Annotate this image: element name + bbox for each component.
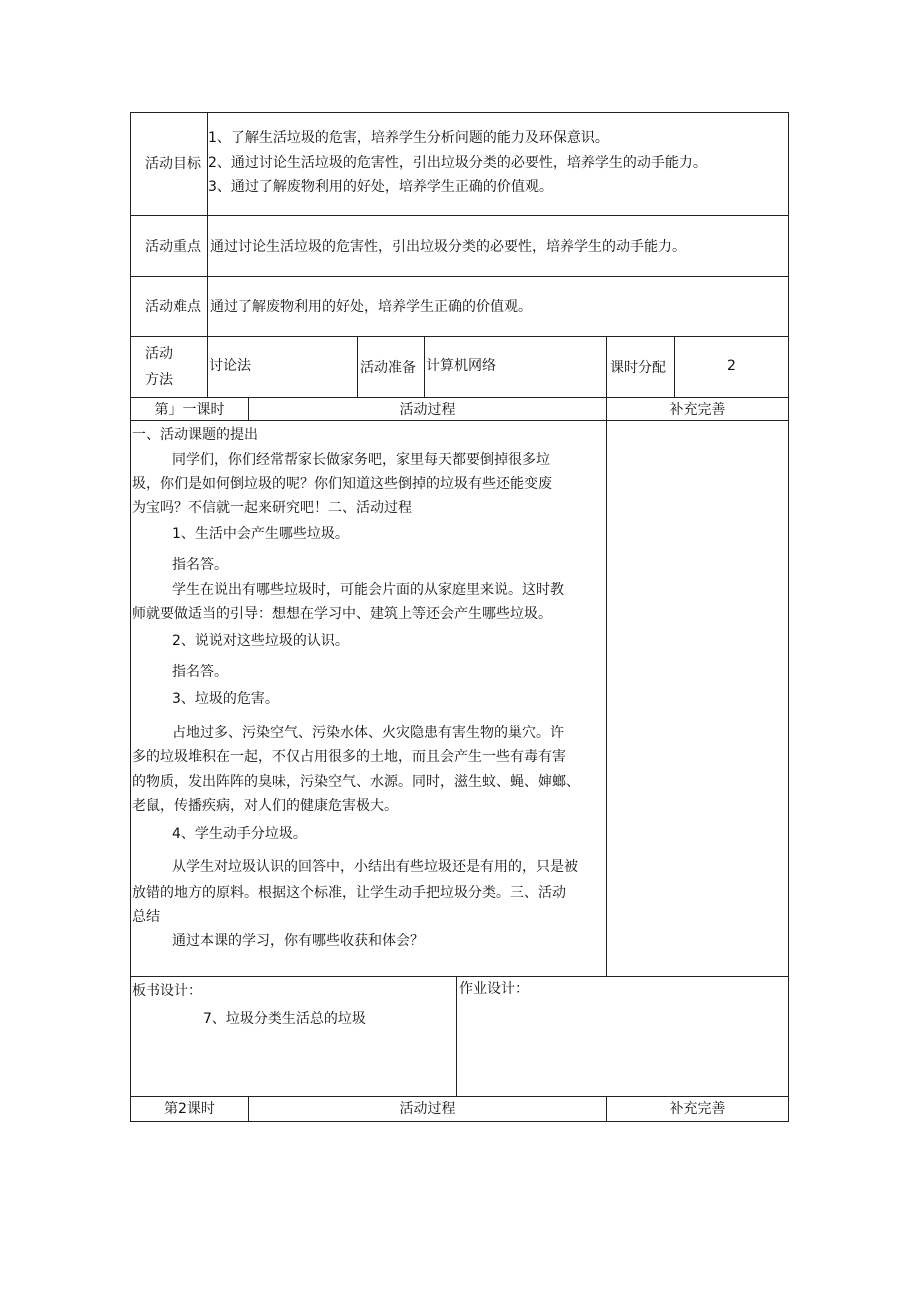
goal-line-3: 3、通过了解废物利用的好处，培养学生正确的价值观。 xyxy=(208,179,553,195)
goal-line-2: 2、通过讨论生活垃圾的危害性，引出垃圾分类的必要性，培养学生的动手能力。 xyxy=(208,155,707,171)
row-line-lesson1-header-bottom xyxy=(130,420,789,421)
content-line: 占地过多、污染空气、污染水体、火灾隐患有害生物的巢穴。许 xyxy=(172,725,564,741)
row-line-focus-bottom xyxy=(130,276,789,277)
hours-value: 2 xyxy=(727,358,736,374)
focus-text: 通过讨论生活垃圾的危害性，引出垃圾分类的必要性，培养学生的动手能力。 xyxy=(210,239,686,255)
table-right-border xyxy=(788,112,789,1122)
method-divider-1 xyxy=(357,336,358,397)
method-divider-3 xyxy=(606,336,607,397)
content-line: 老鼠，传播疾病，对人们的健康危害极大。 xyxy=(132,798,398,814)
hours-label: 课时分配 xyxy=(610,360,666,376)
method-value: 讨论法 xyxy=(209,358,251,374)
content-line: 2、说说对这些垃圾的认识。 xyxy=(172,633,349,649)
content-line: 一、活动课题的提出 xyxy=(132,427,258,443)
lesson2-title: 第2课时 xyxy=(164,1101,215,1117)
content-line: 4、学生动手分垃圾。 xyxy=(172,826,307,842)
content-line: 圾，你们是如何倒垃圾的呢？你们知道这些倒掉的垃圾有些还能变废 xyxy=(132,476,552,492)
content-line: 指名答。 xyxy=(172,557,228,573)
homework-label: 作业设计： xyxy=(459,981,529,997)
lesson1-supplement: 补充完善 xyxy=(669,402,726,418)
content-line: 的物质，发出阵阵的臭味，污染空气、水源。同时，滋生蚊、蝇、婶螂、 xyxy=(132,774,580,790)
difficulty-label: 活动难点 xyxy=(145,299,201,315)
content-line: 通过本课的学习，你有哪些收获和体会？ xyxy=(172,933,424,949)
content-line: 放错的地方的原料。根据这个标准，让学生动手把垃圾分类。三、活动 xyxy=(132,885,566,901)
method-label-1: 活动 xyxy=(145,346,173,362)
content-line: 师就要做适当的引导：想想在学习中、建筑上等还会产生哪些垃圾。 xyxy=(132,606,552,622)
content-line: 指名答。 xyxy=(172,664,228,680)
goal-line-1: 1、了解生活垃圾的危害，培养学生分析问题的能力及环保意识。 xyxy=(208,130,609,146)
content-divider xyxy=(606,420,607,976)
lesson2-process: 活动过程 xyxy=(399,1101,456,1117)
prep-value: 计算机网络 xyxy=(426,358,496,374)
row-line-top xyxy=(130,112,789,113)
table-left-border xyxy=(130,112,131,1122)
row-line-difficulty-bottom xyxy=(130,336,789,337)
prep-label: 活动准备 xyxy=(360,360,416,376)
row-line-goal-bottom xyxy=(130,215,789,216)
content-line: 3、垃圾的危害。 xyxy=(172,691,279,707)
content-line: 从学生对垃圾认识的回答中，小结出有些垃圾还是有用的，只是被 xyxy=(172,859,578,875)
board-title: 7、垃圾分类生活总的垃圾 xyxy=(203,1011,366,1027)
method-label-2: 方法 xyxy=(145,372,173,388)
row-line-content-bottom xyxy=(130,976,789,977)
method-divider-2 xyxy=(424,336,425,397)
row-line-method-bottom xyxy=(130,397,789,398)
row-line-bottom xyxy=(130,1121,789,1122)
content-line: 1、生活中会产生哪些垃圾。 xyxy=(172,526,349,542)
content-line: 多的垃圾堆积在一起，不仅占用很多的土地，而且会产生一些有毒有害 xyxy=(132,749,566,765)
board-label: 板书设计： xyxy=(132,983,202,999)
difficulty-text: 通过了解废物利用的好处，培养学生正确的价值观。 xyxy=(210,299,532,315)
lesson2-supplement: 补充完善 xyxy=(669,1101,726,1117)
goal-label: 活动目标 xyxy=(145,156,201,172)
content-line: 为宝吗？不信就一起来研究吧！二、活动过程 xyxy=(132,500,412,516)
focus-label: 活动重点 xyxy=(145,239,201,255)
lesson1-process: 活动过程 xyxy=(399,402,456,418)
row-line-board-bottom xyxy=(130,1096,789,1097)
content-line: 学生在说出有哪些垃圾时，可能会片面的从家庭里来说。这时教 xyxy=(172,582,564,598)
board-divider xyxy=(456,976,457,1096)
lesson1-title: 第」一课时 xyxy=(154,402,225,418)
content-line: 同学们，你们经常帮家长做家务吧，家里每天都要倒掉很多垃 xyxy=(172,452,550,468)
content-line: 总结 xyxy=(132,909,160,925)
